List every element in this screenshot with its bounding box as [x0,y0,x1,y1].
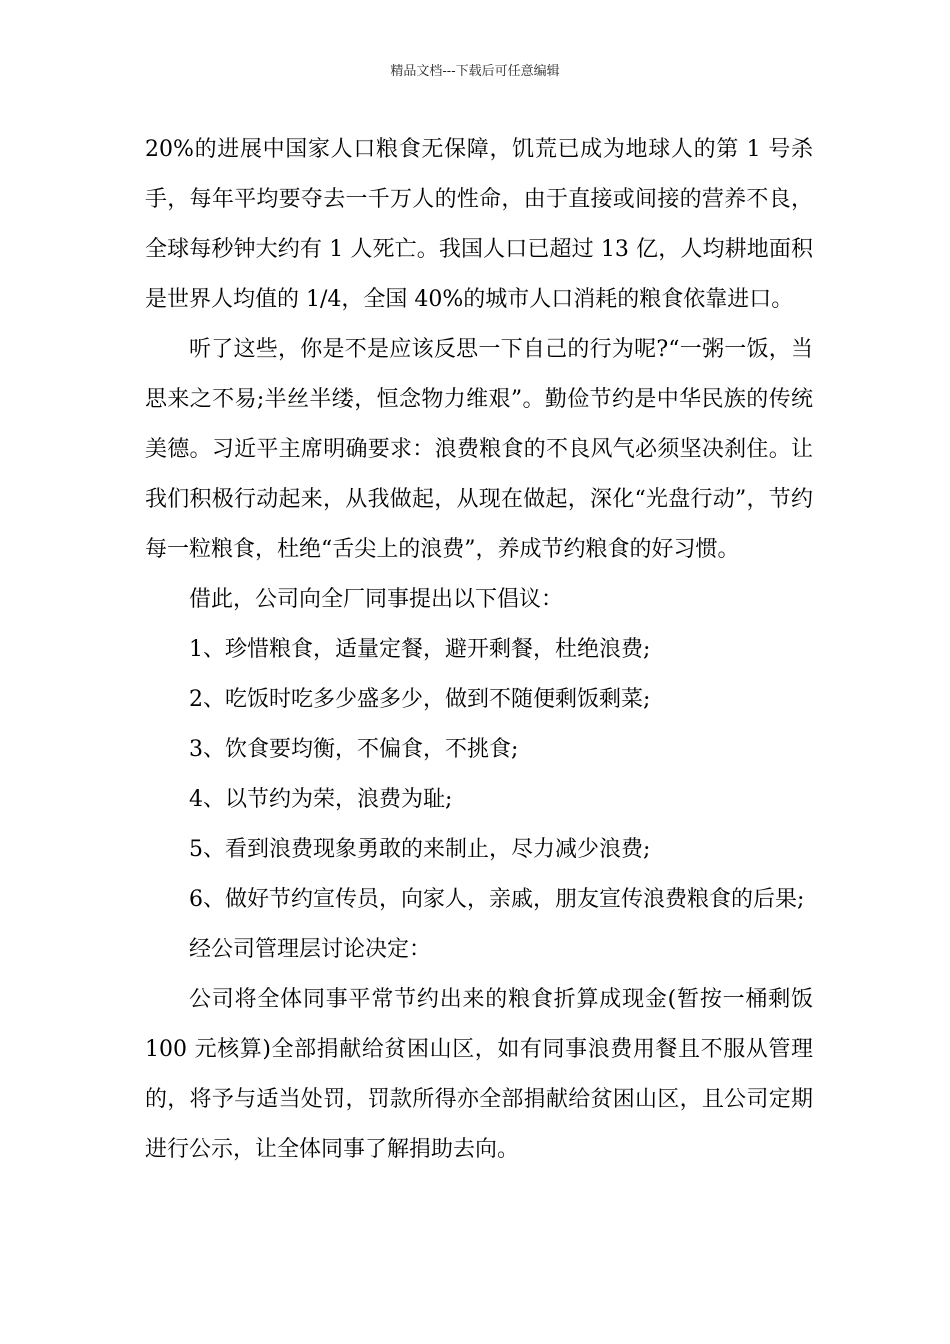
proposal-item-6: 6、做好节约宣传员，向家人，亲戚，朋友宣传浪费粮食的后果; [189,887,805,912]
paragraph-decision: 公司将全体同事平常节约出来的粮食折算成现金(暂按一桶剩饭 100 元核算)全部捐献给贫困山区，如有同事浪费用餐且不服从管理的，将予与适当处罚，罚款所得亦全部捐献给贫困山区，且公司定期进行公示，让全体同事了解捐助去向。 [145,987,813,1162]
paragraph-proposal-intro: 借此，公司向全厂同事提出以下倡议： [189,587,564,612]
paragraph-decision-intro: 经公司管理层讨论决定： [189,937,432,962]
page-header: 精品文档---下载后可任意编辑 [390,64,560,79]
proposal-item-4: 4、以节约为荣，浪费为耻; [189,787,453,812]
paragraph-intro-statistics: 20%的进展中国家人口粮食无保障，饥荒已成为地球人的第 1 号杀手，每年平均要夺去一千万人的性命，由于直接或间接的营养不良，全球每秒钟大约有 1 人死亡。我国人口已超过 13 亿，人均耕地面积是世界人均值的 1/4，全国 40%的城市人口消耗的粮食依靠进口。 [145,137,813,312]
proposal-item-3: 3、饮食要均衡，不偏食，不挑食; [189,737,519,762]
proposal-item-1: 1、珍惜粮食，适量定餐，避开剩餐，杜绝浪费; [189,637,651,662]
proposal-item-5: 5、看到浪费现象勇敢的来制止，尽力减少浪费; [189,837,651,862]
document-body [145,125,813,1175]
proposal-item-2: 2、吃饭时吃多少盛多少，做到不随便剩饭剩菜; [189,687,651,712]
paragraph-reflection: 听了这些，你是不是应该反思一下自己的行为呢?“一粥一饭，当思来之不易;半丝半缕，恒念物力维艰”。勤俭节约是中华民族的传统美德。习近平主席明确要求：浪费粮食的不良风气必须坚决刹住。让我们积极行动起来，从我做起，从现在做起，深化“光盘行动”，节约每一粒粮食，杜绝“舌尖上的浪费”，养成节约粮食的好习惯。 [145,337,813,562]
